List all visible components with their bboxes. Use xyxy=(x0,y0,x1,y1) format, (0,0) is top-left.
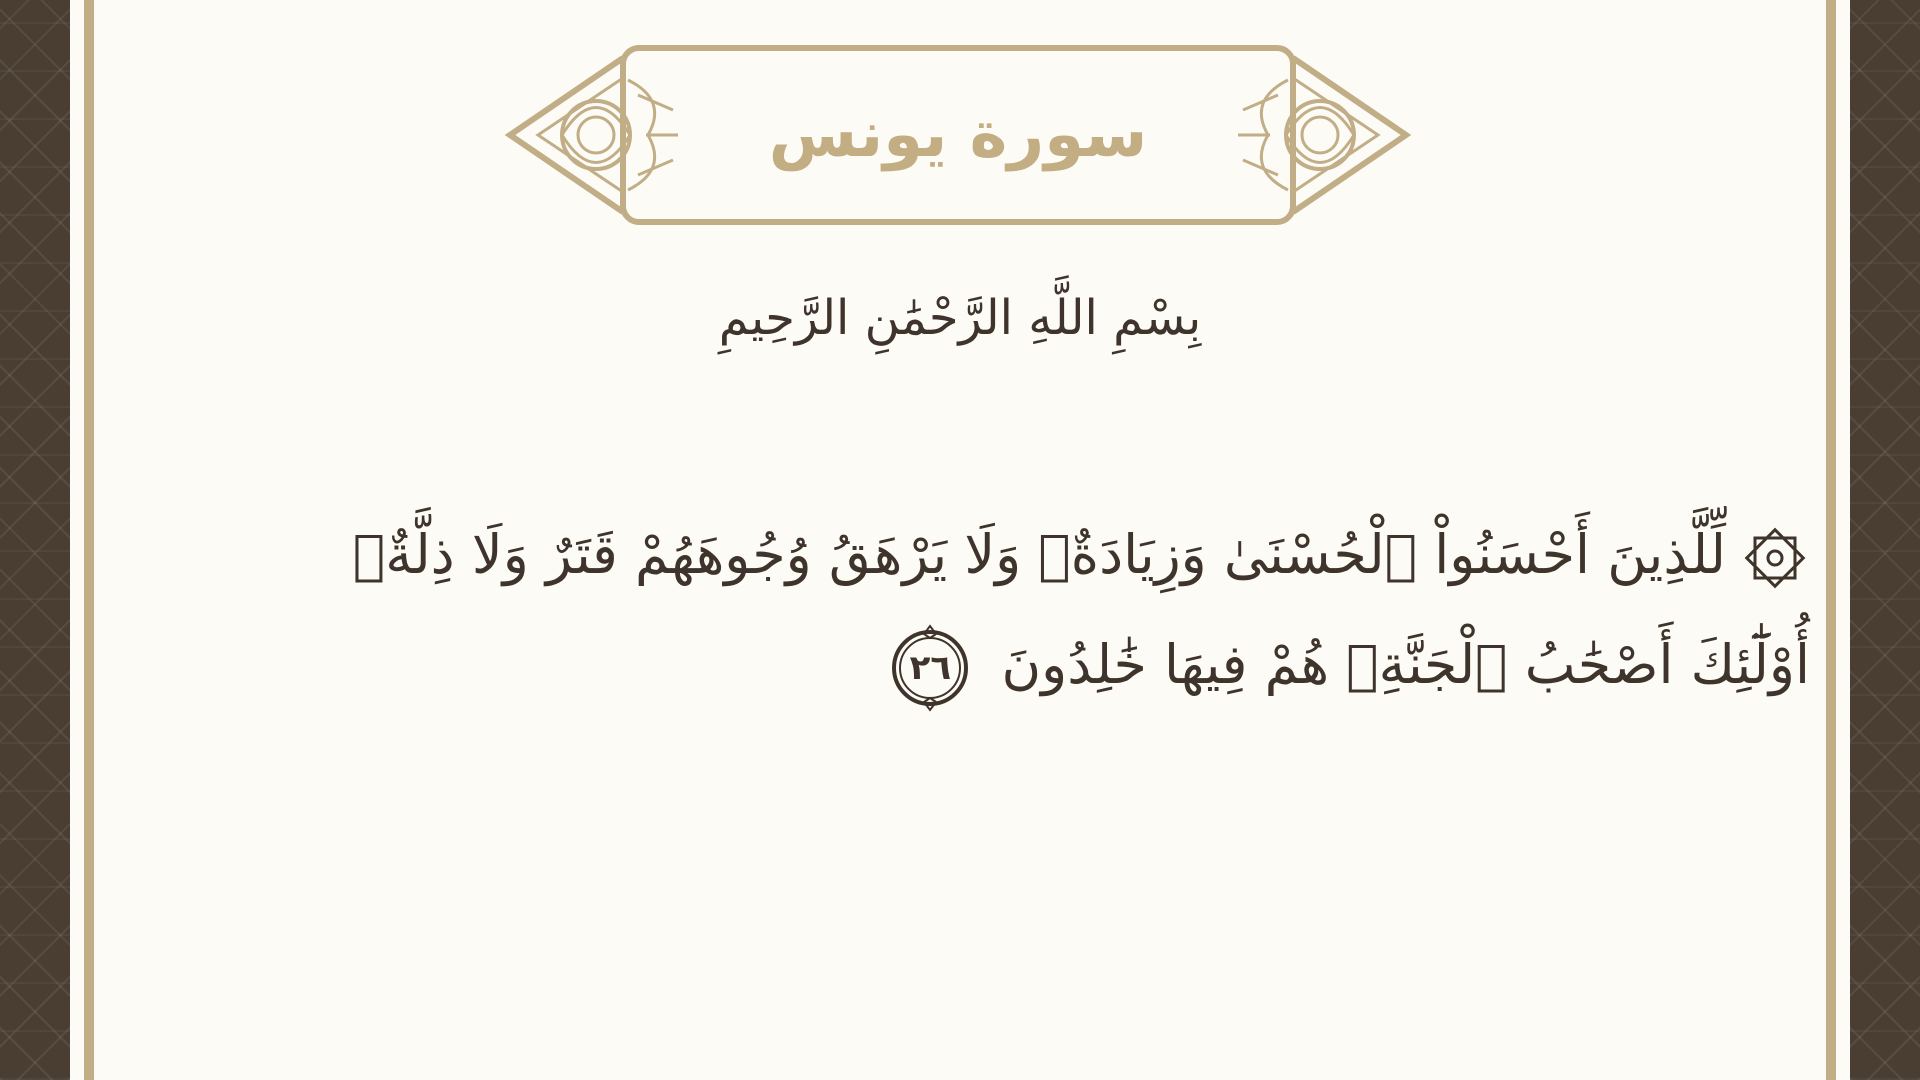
verse-text xyxy=(110,500,1810,720)
rub-el-hizb-icon xyxy=(1740,523,1810,593)
verse-line-1-text: لِّلَّذِينَ أَحْسَنُواْ ٱلْحُسْنَىٰ وَزِيَادَةٌۖ وَلَا يَرْهَقُ وُجُوهَهُمْ قَتَرٌ وَلَا ذِلَّةٌۚ xyxy=(352,523,1726,586)
left-ornamental-border xyxy=(0,0,70,1080)
right-ornamental-border xyxy=(1850,0,1920,1080)
left-gold-rail xyxy=(84,0,94,1080)
right-gold-rail xyxy=(1826,0,1836,1080)
verse-line-1 xyxy=(110,500,1810,610)
surah-title: سورة يونس xyxy=(768,98,1148,172)
ayah-number: ٢٦ xyxy=(909,648,952,689)
ayah-end-marker xyxy=(884,622,976,714)
verse-line-2 xyxy=(110,610,1810,720)
verse-line-2-text: أُوْلَٰٓئِكَ أَصْحَٰبُ ٱلْجَنَّةِۖ هُمْ فِيهَا خَٰلِدُونَ xyxy=(1001,633,1810,696)
surah-header-cartouche xyxy=(498,40,1418,230)
basmala: بِسْمِ اللَّهِ الرَّحْمَٰنِ الرَّحِيمِ xyxy=(718,290,1202,346)
